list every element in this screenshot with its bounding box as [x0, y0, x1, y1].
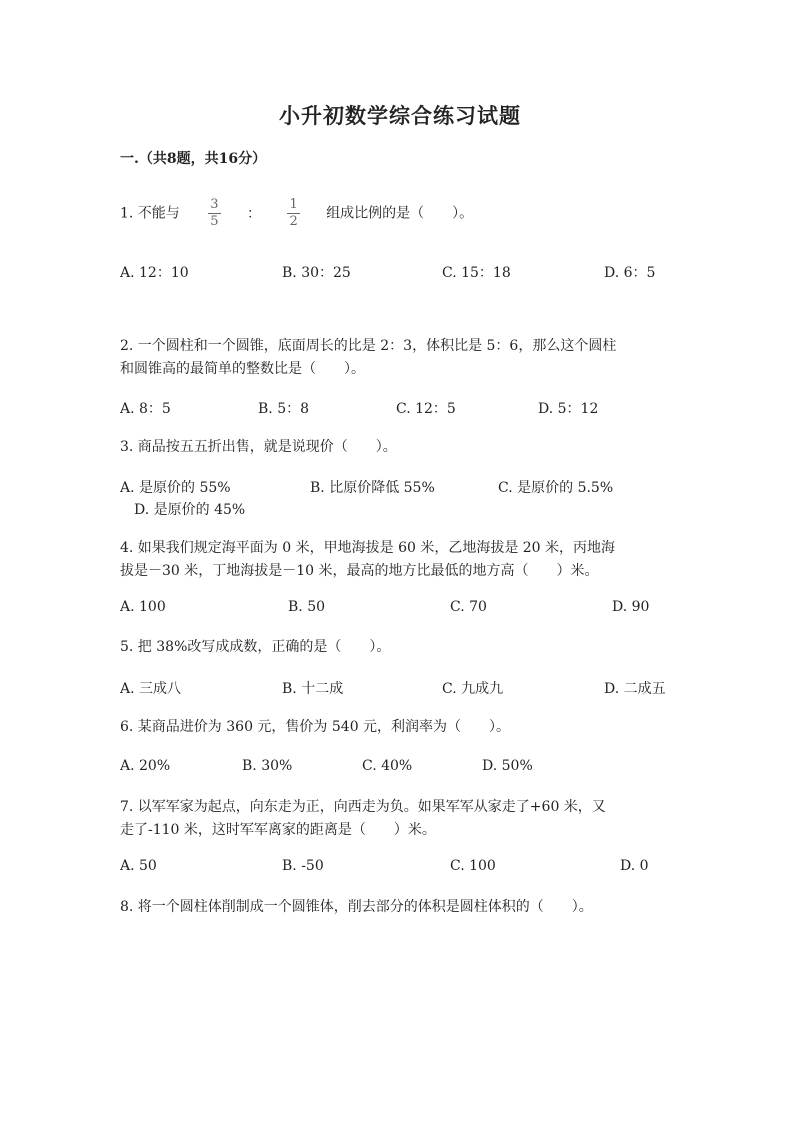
fraction-numerator: 3	[210, 197, 219, 212]
option-b: B. 十二成	[282, 681, 344, 697]
question-1-options	[120, 262, 680, 284]
option-a: A. 8：5	[120, 401, 171, 417]
fraction-denominator: 5	[210, 214, 219, 229]
option-c: C. 是原价的 5.5%	[498, 480, 614, 496]
question-3-options	[120, 477, 680, 499]
question-3-line-1: 3. 商品按五五折出售，就是说现价（ ）。	[120, 439, 397, 455]
question-1	[120, 198, 680, 229]
question-8-line-1: 8. 将一个圆柱体削制成一个圆锥体，削去部分的体积是圆柱体积的（ ）。	[120, 899, 593, 915]
fraction-three-fifths	[208, 198, 220, 229]
question-7-options	[120, 858, 680, 880]
option-d: D. 90	[612, 599, 650, 615]
option-c: C. 100	[450, 858, 496, 874]
option-a: A. 三成八	[120, 681, 182, 697]
option-d: D. 6：5	[604, 265, 656, 281]
section-heading: 一.（共8题，共16分）	[120, 151, 267, 167]
question-7-line-1: 7. 以军军家为起点，向东走为正，向西走为负。如果军军从家走了+60 米，又	[120, 799, 606, 815]
option-a: A. 20%	[120, 758, 171, 774]
option-b: B. 30：25	[282, 265, 351, 281]
question-2-line-1: 2. 一个圆柱和一个圆锥，底面周长的比是 2：3，体积比是 5：6，那么这个圆柱	[120, 338, 617, 354]
option-b: B. 50	[288, 599, 326, 615]
option-d: D. 0	[620, 858, 649, 874]
option-c: C. 12：5	[396, 401, 456, 417]
question-5-options	[120, 678, 680, 700]
question-2	[120, 335, 680, 381]
option-a: A. 12：10	[120, 265, 189, 281]
question-6-line-1: 6. 某商品进价为 360 元，售价为 540 元，利润率为（ ）。	[120, 719, 511, 735]
question-6-options	[120, 758, 680, 780]
question-4-line-2: 拔是－30 米，丁地海拔是－10 米，最高的地方比最低的地方高（ ）米。	[120, 563, 599, 579]
option-b: B. 5：8	[258, 401, 310, 417]
fraction-numerator: 1	[289, 197, 298, 212]
ratio-colon: ：	[247, 205, 261, 222]
option-d: D. 是原价的 45%	[134, 502, 246, 518]
option-c: C. 15：18	[442, 265, 511, 281]
option-d: D. 5：12	[538, 401, 599, 417]
option-a: A. 是原价的 55%	[120, 480, 231, 496]
question-1-text-before: 1. 不能与	[120, 205, 180, 222]
option-b: B. 30%	[242, 758, 293, 774]
option-d: D. 50%	[482, 758, 533, 774]
question-3-options-row-2	[120, 499, 680, 521]
question-7-line-2: 走了-110 米，这时军军离家的距离是（ ）米。	[120, 822, 436, 838]
fraction-denominator: 2	[289, 214, 298, 229]
question-7	[120, 796, 680, 842]
option-b: B. -50	[282, 858, 324, 874]
question-4	[120, 537, 680, 583]
question-2-options	[120, 398, 680, 420]
question-6	[120, 716, 680, 739]
question-5-line-1: 5. 把 38%改写成成数，正确的是（ ）。	[120, 639, 391, 655]
option-a: A. 50	[120, 858, 157, 874]
question-5	[120, 636, 680, 659]
fraction-one-half	[287, 198, 299, 229]
option-c: C. 70	[450, 599, 487, 615]
option-c: C. 40%	[362, 758, 413, 774]
option-a: A. 100	[120, 599, 166, 615]
page-title: 小升初数学综合练习试题	[279, 103, 521, 128]
option-c: C. 九成九	[442, 681, 504, 697]
option-d: D. 二成五	[604, 681, 666, 697]
question-2-line-2: 和圆锥高的最简单的整数比是（ ）。	[120, 361, 365, 377]
question-4-options	[120, 599, 680, 621]
question-4-line-1: 4. 如果我们规定海平面为 0 米，甲地海拔是 60 米，乙地海拔是 20 米，丙地海	[120, 540, 616, 556]
option-b: B. 比原价降低 55%	[310, 480, 435, 496]
question-1-text-after: 组成比例的是（ ）。	[326, 205, 474, 222]
question-3	[120, 436, 680, 459]
question-8	[120, 896, 680, 919]
